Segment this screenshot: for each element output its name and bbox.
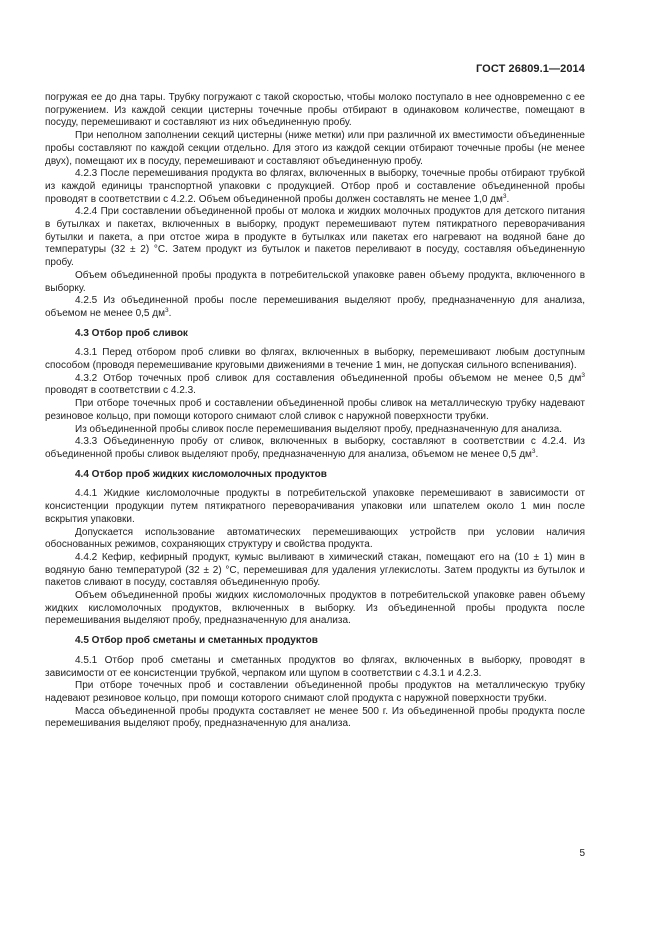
paragraph: При отборе точечных проб и составлении объединенной пробы продуктов на металлическую трубку надевают резиновое кольцо, при помощи которого снимают слой продукта с наружной поверхности трубки. [45,680,585,704]
paragraph-text-end: проводят в соответствии с 4.2.3. [45,385,196,397]
paragraph: Масса объединенной пробы продукта составляет не менее 500 г. Из объединенной пробы продукта после перемешивания выделяют пробу, предназначенную для анализа. [45,705,585,730]
section-heading-4-3: 4.3 Отбор проб сливок [75,327,188,339]
section-heading-4-4: 4.4 Отбор проб жидких кисломолочных продуктов [75,468,327,480]
paragraph-4-2-3 [45,168,585,206]
paragraph: Допускается использование автоматических перемешивающих устройств при условии наличия обоснованных режимов, сохраняющих структуру и свойства продукта. [45,526,585,551]
page-number: 5 [579,848,585,859]
paragraph: Объем объединенной пробы жидких кисломолочных продуктов в потребительской упаковке равен объему жидких кисломолочных продуктов, включенных в выборку. Из объединенной пробы продукта после перемешивания выделяют пробу, предназначенную для анализа. [45,590,585,627]
paragraph-text-end: . [506,193,510,205]
paragraph: При неполном заполнении секций цистерны (ниже метки) или при различной их вместимости объединенные пробы составляют по каждой секции отдельно. Для этого из каждой секции отбирают точечные пробы (не менее двух), помещают их в посуду, перемешивают и составляют объединенную пробу. [45,130,585,167]
paragraph: Из объединенной пробы сливок после перемешивания выделяют пробу, предназначенную для анализа. [75,423,563,435]
superscript: 3 [164,306,169,314]
paragraph-4-3-3 [45,436,585,461]
paragraph-text: 4.2.3 После перемешивания продукта во флягах, включенных в выборку, точечные пробы отбирают трубкой из каждой единицы транспортной упаковки с продукцией. Отбор проб и составление объединенной пробы проводят в соответствии с 4.2.2. Объем объединенной пробы должен составлять не менее 1,0 дм [45,168,585,205]
paragraph-4-4-2: 4.4.2 Кефир, кефирный продукт, кумыс выливают в химический стакан, помещают его на (10 ± 1) мин в водяную баню температурой (32 ± 2) °С, перемешивая для удаления углекислоты. Затем продукты из бутылок и пакетов сливают в посуду, составляя объединенную пробу. [45,551,585,589]
paragraph-4-3-2 [45,373,585,398]
superscript: 3 [502,192,507,200]
paragraph: Объем объединенной пробы продукта в потребительской упаковке равен объему продукта, включенного в выборку. [45,269,585,294]
paragraph-4-2-4: 4.2.4 При составлении объединенной пробы от молока и жидких молочных продуктов для детского питания в бутылках и пакетах, включенных в выборку, продукт перемешивают путем пятикратного переворачивания бутылки и пакета, а при отстое жира в продукте в бутылках или пакетах его нагревают на водяной бане до температуры (32 ± 2) °С. Затем продукт из бутылок и пакетов переливают в посуду, составляя объединенную пробу. [45,206,585,269]
paragraph-text: 4.2.5 Из объединенной пробы после перемешивания выделяют пробу, предназначенную для анализа, объемом не менее 0,5 дм [45,295,585,319]
paragraph-text: 4.3.2 Отбор точечных проб сливок для составления объединенной пробы объемом не менее 0,5 дм [75,372,582,384]
paragraph: При отборе точечных проб и составлении объединенной пробы сливок на металлическую трубку надевают резиновое кольцо, при помощи которого снимают слой сливок с наружной поверхности трубки. [45,398,585,422]
paragraph-continuation: погружая ее до дна тары. Трубку погружают с такой скоростью, чтобы молоко поступало в нее одновременно с ее погружением. Из каждой секции цистерны точечные пробы отбирают в одинаковом количестве, помещают в посуду, перемешивают и составляют из них объединенную пробу. [45,92,585,129]
document-body [45,92,585,731]
superscript: 3 [581,371,585,379]
paragraph-text: 4.3.3 Объединенную пробу от сливок, включенных в выборку, составляют в соответствии с 4.2.4. Из объединенной пробы сливок выделяют пробу, предназначенную для анализа, объемом не менее 0,5 дм [45,436,585,460]
superscript: 3 [531,447,536,455]
paragraph-4-3-1: 4.3.1 Перед отбором проб сливки во флягах, включенных в выборку, перемешивают любым доступным способом (проводя перемешивание круговыми движениями в течение 1 мин, не допуская сильного вспенивания). [45,347,585,372]
paragraph-4-4-1: 4.4.1 Жидкие кисломолочные продукты в потребительской упаковке перемешивают в зависимости от консистенции продукции путем пятикратного переворачивания упаковки или шпателем около 1 мин после вскрытия упаковки. [45,488,585,525]
standard-designation: ГОСТ 26809.1—2014 [475,63,585,75]
paragraph-4-5-1: 4.5.1 Отбор проб сметаны и сметанных продуктов во флягах, включенных в выборку, проводят в зависимости от ее консистенции трубкой, черпаком или щупом в соответствии с 4.3.1 и 4.2.3. [45,654,585,679]
section-heading-4-5: 4.5 Отбор проб сметаны и сметанных продуктов [75,635,318,647]
paragraph-4-2-5 [45,295,585,320]
paragraph-text-end: . [535,448,539,460]
paragraph-text-end: . [168,307,172,319]
